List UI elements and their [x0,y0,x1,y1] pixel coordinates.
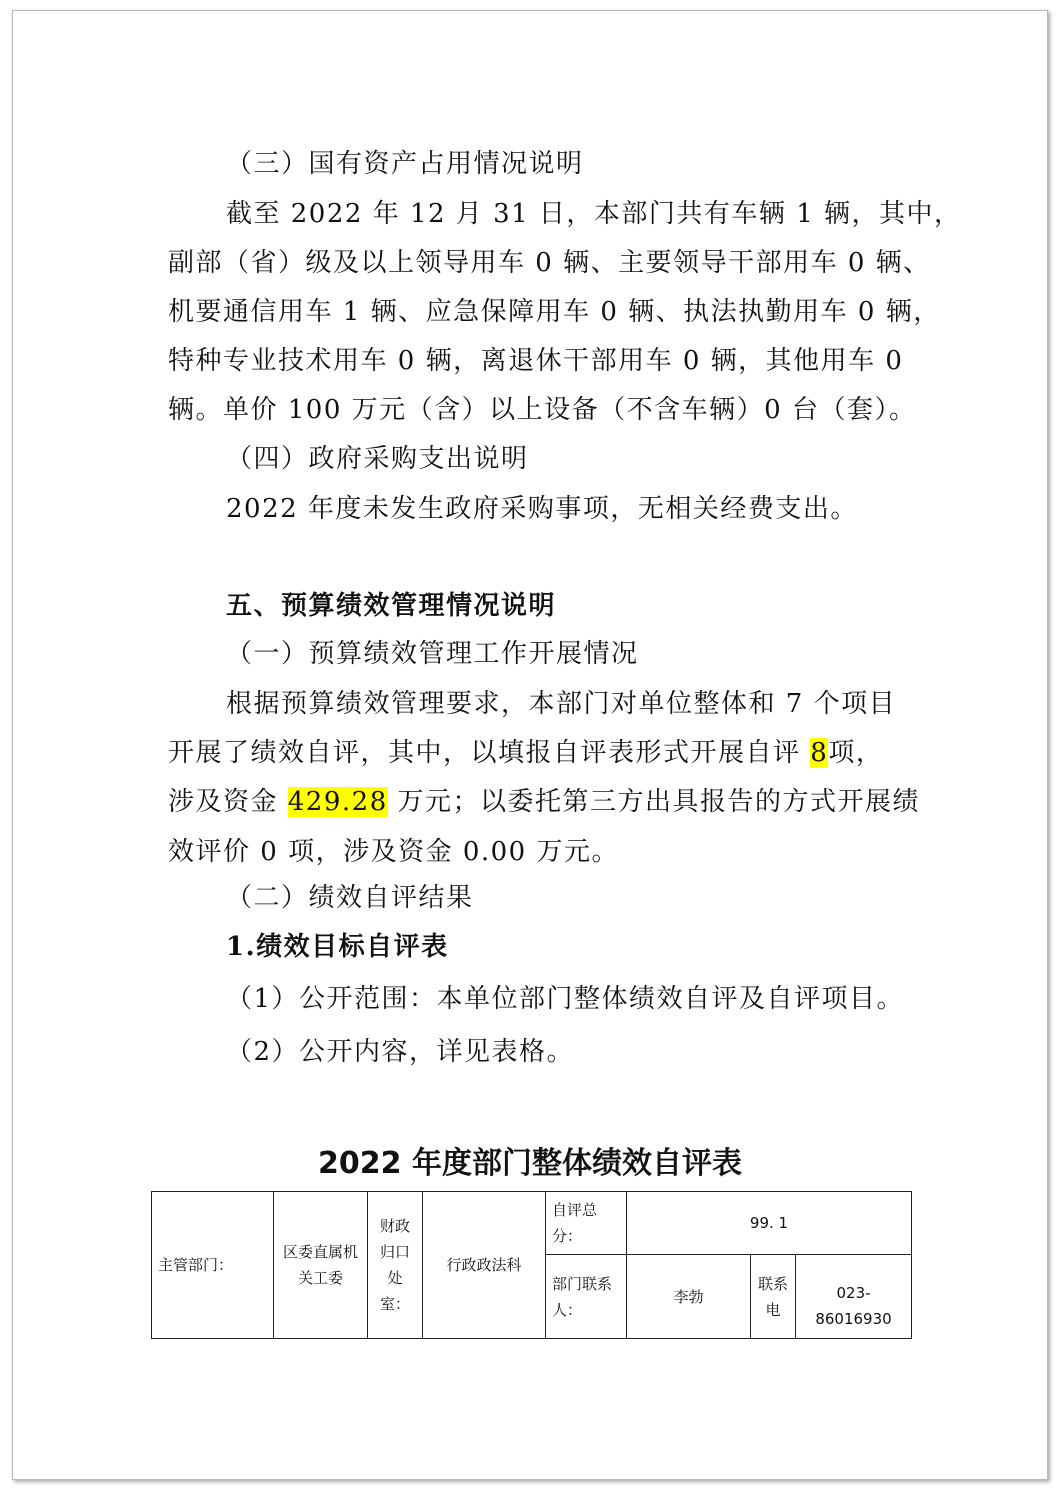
phone-label-cell: 联系电 [751,1255,796,1339]
phone-value-cell: 023-86016930 [796,1255,912,1339]
highlight-amount: 429.28 [287,787,388,817]
section3-line-3: 机要通信用车 1 辆、应急保障用车 0 辆、执法执勤用车 0 辆， [168,297,941,327]
section4-line: 2022 年度未发生政府采购事项，无相关经费支出。 [226,494,858,524]
section3-line-4: 特种专业技术用车 0 辆，离退休干部用车 0 辆，其他用车 0 [168,346,904,376]
finance-label-cell: 财政归口处室： [368,1192,423,1339]
section4-heading: （四）政府采购支出说明 [226,444,529,474]
contact-label-cell: 部门联系人： [546,1255,627,1339]
section5-item1-1: （1）公开范围：本单位部门整体绩效自评及自评项目。 [226,984,905,1014]
dept-label-cell: 主管部门： [152,1192,274,1339]
p1-line2-text-a: 开展了绩效自评，其中，以填报自评表形式开展自评 [168,738,811,768]
section3-line-5: 辆。单价 100 万元（含）以上设备（不含车辆）0 台（套）。 [168,395,917,425]
p1-line3-text-a: 涉及资金 [168,787,288,817]
p1-line3-text-b: 万元；以委托第三方出具报告的方式开展绩 [387,787,921,817]
dept-value-cell: 区委直属机关工委 [274,1192,368,1339]
section5-p1-line3 [168,784,920,820]
section5-item1: 1.绩效目标自评表 [226,932,449,962]
highlight-count: 8 [810,738,829,768]
score-label-cell: 自评总分： [546,1192,627,1255]
finance-value-cell: 行政政法科 [423,1192,546,1339]
section3-heading: （三）国有资产占用情况说明 [226,149,584,179]
contact-value-cell: 李勃 [627,1255,751,1339]
section5-heading: 五、预算绩效管理情况说明 [226,591,557,621]
score-value-cell: 99. 1 [627,1192,912,1255]
section3-line-1: 截至 2022 年 12 月 31 日，本部门共有车辆 1 辆，其中， [226,199,962,229]
section5-item1-2: （2）公开内容，详见表格。 [226,1037,575,1067]
table-title: 2022 年度部门整体绩效自评表 [318,1146,742,1181]
section3-line-2: 副部（省）级及以上领导用车 0 辆、主要领导干部用车 0 辆、 [168,248,931,278]
section5-p1-line1: 根据预算绩效管理要求，本部门对单位整体和 7 个项目 [226,689,897,719]
section5-p1-line4: 效评价 0 项，涉及资金 0.00 万元。 [168,837,619,867]
section5-sub2: （二）绩效自评结果 [226,883,474,913]
performance-table [151,1191,912,1339]
section5-p1-line2 [168,735,883,771]
p1-line2-text-b: 项， [828,738,884,768]
section5-sub1: （一）预算绩效管理工作开展情况 [226,639,639,669]
